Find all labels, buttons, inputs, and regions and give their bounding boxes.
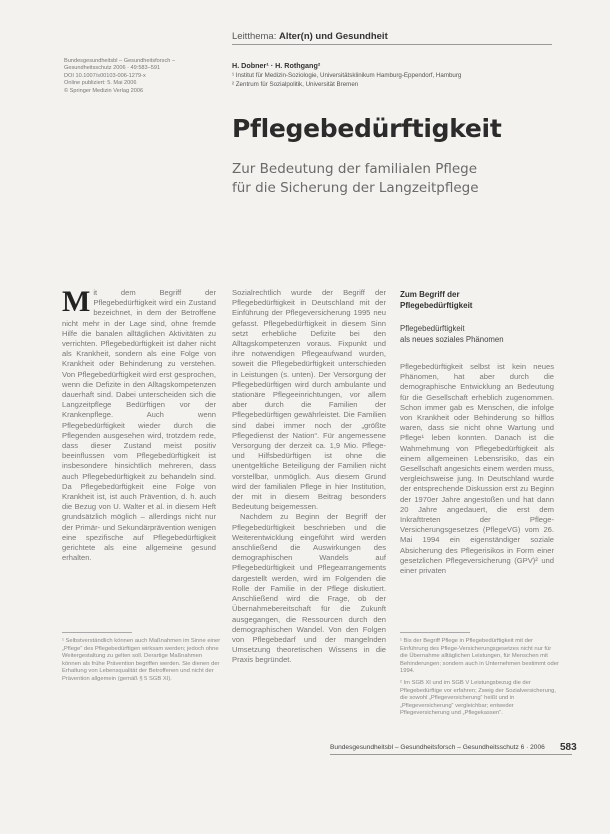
body-paragraph: Nachdem zu Beginn der Begriff der Pflegebedürftigkeit beschrieben und die Weiterentwicklung eingeführt wird werden anschließend die Auswirkungen des demographischen Wandels auf Pflegebedürftigkeit und Pflegearrangements dargestellt werden, wird im Folgenden die Rolle der Familie in der Pflege diskutiert. Anschließend wird die Frage, ob der Übernahmebereitschaft für die Zukunft ausgegangen, die Ressourcen durch den demographischen Wandel. Von den Folgen von Pflegebedarf und der mangelnden Umsetzung theoretischen Wissens in die Praxis begründet. xyxy=(232,512,386,665)
body-column-3 xyxy=(400,362,554,576)
footnote-rule xyxy=(400,632,470,633)
section-label: Leitthema: xyxy=(232,31,277,42)
affiliation-line: ¹ Institut für Medizin-Soziologie, Universitätsklinikum Hamburg-Eppendorf, Hamburg xyxy=(232,72,462,79)
article-subtitle xyxy=(232,160,552,198)
affiliations xyxy=(232,72,567,89)
meta-line: Bundesgesundheitsbl – Gesundheitsforsch – xyxy=(64,58,176,64)
section-heading-line: Zum Begriff der xyxy=(400,290,460,299)
journal-footer: Bundesgesundheitsbl – Gesundheitsforsch – Gesundheitsschutz 6 · 2006 xyxy=(330,744,545,751)
article-title: Pflegebedürftigkeit xyxy=(232,114,502,143)
meta-line: Gesundheitsschutz 2006 · 49:583–591 xyxy=(64,65,161,72)
section-header xyxy=(232,30,552,45)
body-column-2 xyxy=(232,288,386,666)
footnote-right-2: ² Im SGB XI und im SGB V Leistungsbezug die der Pflegebedürftige vor erfahren; Zweig der Sozialversicherung, die sowohl „Pflegeversicherung“ heißt und in „Pflegeversicherung“ vergleichbar; entweder Pflegeversicherung und „Pflegekassen“. xyxy=(400,680,556,717)
meta-line: © Springer Medizin Verlag 2006 xyxy=(64,87,144,94)
affiliation-line: ² Zentrum für Sozialpolitik, Universität Bremen xyxy=(232,80,359,88)
body-paragraph: it dem Begriff der Pflegebedürftigkeit wird ein Zustand bezeichnet, in dem der Betroffene nicht mehr in der Lage sind, ohne fremde Hilfe die banalen alltäglichen Aktivitäten zu verrichten. Pflegebedürftigkeit ist daher nicht als Krankheit, sondern als eine Folge von Krankheit oder Behinderung zu verstehen. Von Pflegebedürftigkeit wird erst gesprochen, wenn die Defizite in den Alltagskompetenzen dauerhaft sind. Dabei unterscheiden sich die Langzeitpflege Bedürftigen vor der Krankenpflege. Auch wenn Pflegebedürftigkeit wieder durch die Pflegenden ausgesehen wird, trotzdem rede, dass dieser Zustand meist positiv beeinflussen vom Pflegebedürftigkeit ist insbesondere hinsichtlich mehreren, dass auch Pflegebedürftigkeit zu behandeln sind. Da Pflegebedürftigkeit eine Folge von Krankheit ist, ist auch Prävention, d. h. auch die Bezug von U. Walter et al. in diesem Heft grundsätzlich möglich – allerdings nicht nur der Primär- und Sekundärprävention wenigen eine spezifische auf Pflegebedürftigkeit gerichtete als eine allgemeine gesund erhalten. xyxy=(62,288,216,563)
body-column-1 xyxy=(62,285,216,563)
meta-line: Online publiziert: 5. Mai 2006 xyxy=(64,80,137,87)
footnote-right-1: ¹ Bis der Begriff Pflege in Pflegebedürftigkeit mit der Einführung des Pflege-Versicherungsgesetzes nicht nur für die Übernahme alltäglichen Leistungen, für Menschen mit Behinderungen; sondern auch in Unternehmen bestimmt oder 1994. xyxy=(400,638,559,675)
footnote-rule xyxy=(62,632,132,633)
subtitle-line: Zur Bedeutung der familialen Pflege xyxy=(232,161,478,177)
subsection-heading-line: als neues soziales Phänomen xyxy=(400,334,504,344)
footer-rule xyxy=(330,754,572,755)
publication-meta xyxy=(64,58,204,95)
body-paragraph: Pflegebedürftigkeit selbst ist kein neues Phänomen, hat aber durch die demographische Entwicklung an Bedeutung für die Gesellschaft erheblich zugenommen. Schon immer gab es Menschen, die infolge von Krankheit oder Behinderung so hilflos waren, dass sie nicht ohne Wartung und Pflege¹ leben konnten. Danach ist die Wahrnehmung von Pflegebedürftigkeit als einem allgemeinen Lebensrisiko, das ein Gesellschaft angesichts einem werden muss, vergleichsweise jung. In Deutschland wurde der entsprechende Diskussion erst zu Beginn der 1970er Jahre angestoßen und hat dann 20 Jahre angedauert, die erst dem Inkrafttreten der Pflege-Versicherungsgesetzes (PflegeVG) vom 26. Mai 1994 ein eigenständiger soziale Absicherung des Pflegerisikos in Form einer gesetzlichen Pflegeversicherung (GPV)² und einer privaten xyxy=(400,362,554,576)
authors: H. Dobner¹ · H. Rothgang² xyxy=(232,61,321,70)
section-heading xyxy=(400,290,560,311)
body-paragraph: Sozialrechtlich wurde der Begriff der Pflegebedürftigkeit in Deutschland mit der Einführung der Pflegeversicherung 1995 neu gefasst. Pflegebedürftigkeit in diesem Sinn setzt erhebliche Defizite bei den Alltagskompetenzen voraus. Fixpunkt und ihre notwendigen Pflegeaufwand wurden, soweit die Pflegebedürftigkeit unterschieden in Leistungen (s. unten). Der Versorgung der Pflegebedürftigen wird durch ambulante und stationäre Pflegeeinrichtungen, vor allem aber durch die Familien der Pflegebedürftigen gewährleistet. Die Familien sind dabei immer noch der „größte Pflegedienst der Nation“. Für angemessene Versorgung der derzeit ca. 1,9 Mio. Pflege- und Hilfsbedürftigen ist ohne die unentgeltliche Beteiligung der Familien nicht vorstellbar, unmöglich. Aus diesem Grund wird der familialen Pflege in hier Institution, der mit in diesem Beitrag besonders Bedeutung beigemessen. xyxy=(232,288,386,512)
subsection-heading xyxy=(400,324,560,345)
meta-line: DOI 10.1007/s00103-006-1279-x xyxy=(64,72,146,79)
subsection-heading-line: Pflegebedürftigkeit xyxy=(400,324,465,333)
drop-cap: M xyxy=(62,285,91,318)
subtitle-line: für die Sicherung der Langzeitpflege xyxy=(232,180,479,196)
page-number: 583 xyxy=(560,742,577,753)
section-heading-line: Pflegebedürftigkeit xyxy=(400,300,473,310)
footnote-left: ¹ Selbstverständlich können auch Maßnahmen im Sinne einer „Pflege“ des Pflegebedürftigen wirksam werden; jedoch ohne Weitergestaltung zu gelten soll. Derartige Maßnahmen können als frühe Prävention begriffen werden. Sie dienen der Erhaltung von Lebensqualität der Betroffenen und nicht der Prävention allgemein (gemäß § 5 SGB XI). xyxy=(62,638,221,682)
section-topic: Alter(n) und Gesundheit xyxy=(279,31,388,42)
